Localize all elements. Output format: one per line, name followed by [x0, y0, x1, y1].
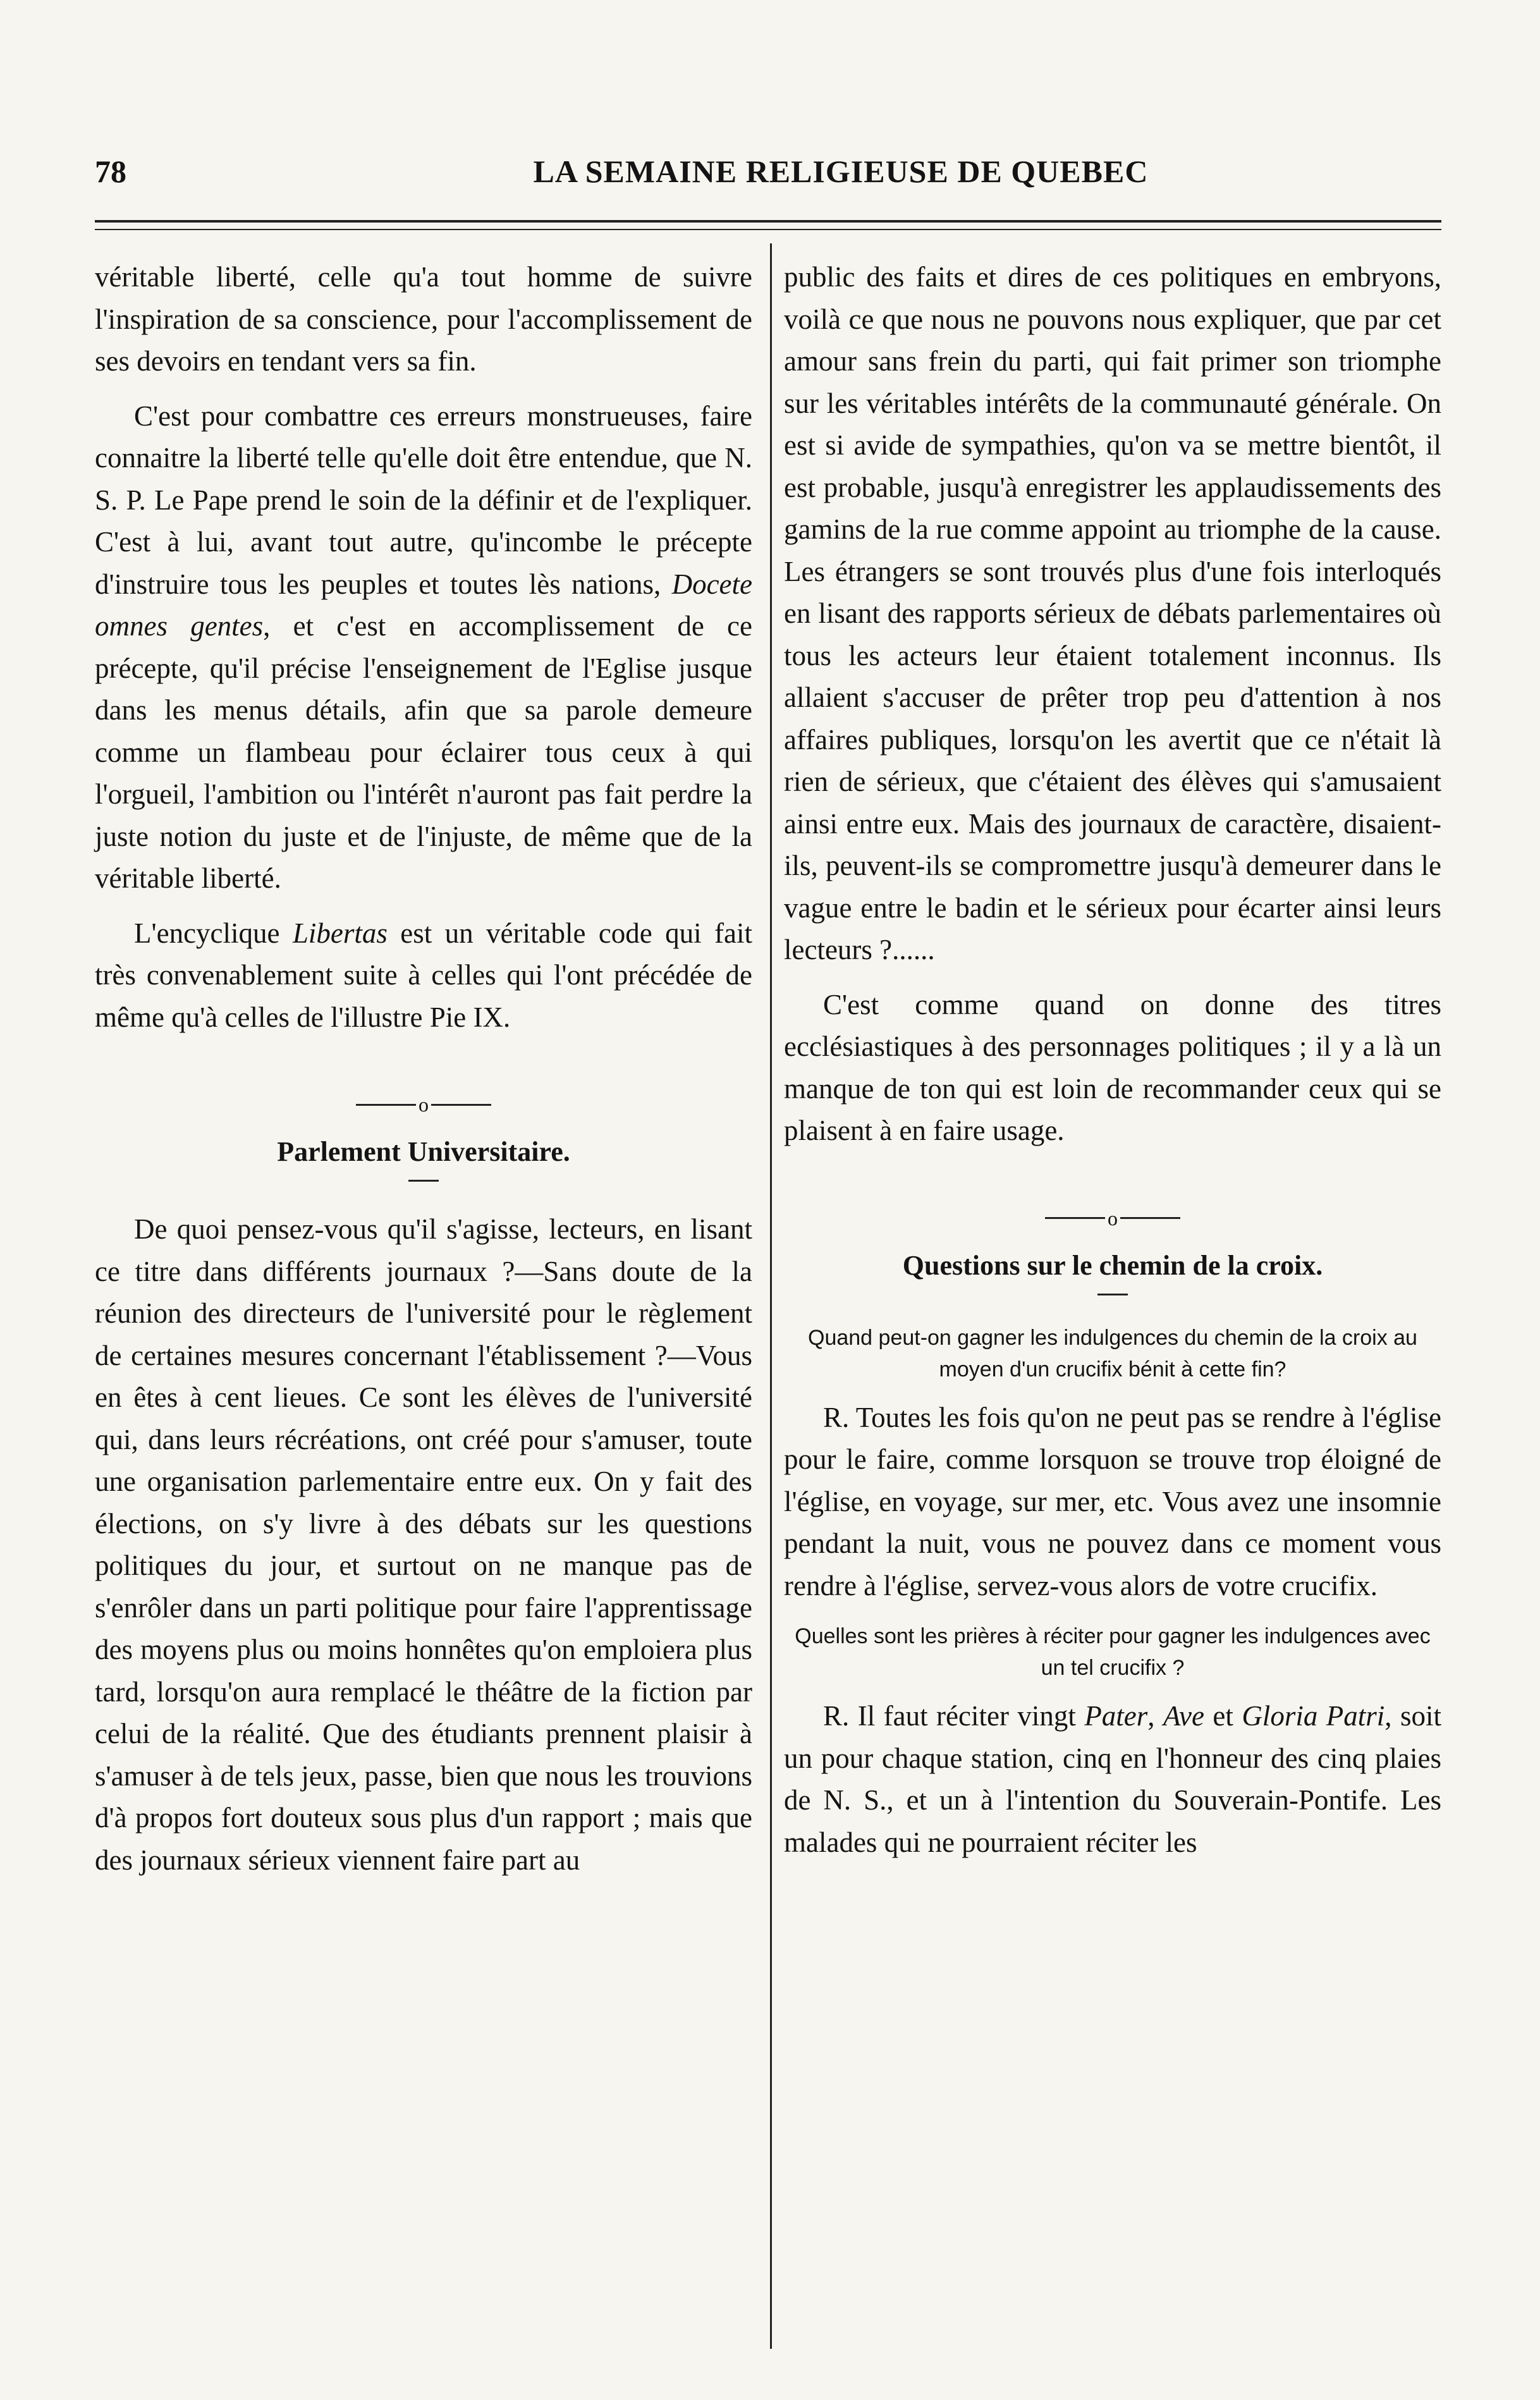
text-run: , et c'est en accomplissement de ce précepte, qu'il précise l'enseignement de l'Eglise jusque dans les menus détails, afin que sa parole demeure comme un flambeau pour éclairer tous ceux à qui l'orgueil, l'ambition ou l'intérêt n'auront pas fait perdre la juste notion du juste et de l'injuste, de même que de la véritable liberté.: [95, 610, 752, 894]
header-rule-thin: [95, 229, 1441, 230]
paragraph: [95, 395, 752, 900]
column-divider: [770, 243, 772, 2349]
text-run: R. Il faut réciter vingt: [823, 1700, 1085, 1732]
section-separator: [784, 1201, 1441, 1234]
page-number: 78: [95, 154, 126, 189]
separator-dash: [356, 1104, 416, 1106]
paragraph: [95, 912, 752, 1039]
separator-mark: o: [1108, 1206, 1118, 1230]
running-title: LA SEMAINE RELIGIEUSE DE QUEBEC: [533, 154, 1149, 189]
section-title: Questions sur le chemin de la croix.: [902, 1249, 1323, 1281]
prayer-name: Ave: [1163, 1700, 1204, 1732]
paragraph: De quoi pensez-vous qu'il s'agisse, lecteurs, en lisant ce titre dans différents journaux ?—Sans doute de la réunion des directeurs de l'université pour le règlement de certaines mesures concernant l'établissement ?—Vous en êtes à cent lieues. Ce sont les élèves de l'université qui, dans leurs récréations, ont créé pour s'amuser, toute une organisation parlementaire entre eux. On y fait des élections, on s'y livre à des débats sur les questions politiques du jour, et surtout on ne manque pas de s'enrôler dans un parti politique pour faire l'apprentissage des moyens plus ou moins honnêtes qu'on emploiera plus tard, lorsqu'on aura remplacé le théâtre de la fiction par celui de la réalité. Que des étudiants prennent plaisir à s'amuser à de tels jeux, passe, bien que nous les trouvions d'à propos fort douteux sous plus d'un rapport ; mais que des journaux sérieux viennent faire part au: [95, 1213, 752, 1876]
text-run: est un véritable code qui fait très convenablement suite à celles qui l'ont précédée de même qu'à celles de l'illustre Pie IX.: [95, 917, 752, 1033]
separator-dash: [431, 1104, 491, 1106]
paragraph: véritable liberté, celle qu'a tout homme de suivre l'inspiration de sa conscience, pour l'accomplissement de ses devoirs en tendant vers sa fin.: [95, 261, 752, 377]
page-header: [95, 153, 1441, 197]
text-run: et: [1204, 1700, 1242, 1732]
answer: R. Toutes les fois qu'on ne peut pas se rendre à l'église pour le faire, comme lorsquon se trouve trop éloigné de l'église, en voyage, sur mer, etc. Vous avez une insomnie pendant la nuit, vous ne pouvez dans ce moment vous rendre à l'église, servez-vous alors de votre crucifix.: [784, 1401, 1441, 1601]
paragraph: C'est comme quand on donne des titres ecclésiastiques à des personnages politiques ; il y a là un manque de ton qui est loin de recommander ceux qui se plaisent à en faire usage.: [784, 988, 1441, 1146]
text-run: L'encyclique: [134, 917, 293, 949]
prayer-name: Pater: [1084, 1700, 1148, 1732]
prayer-name: Gloria Patri: [1242, 1700, 1385, 1732]
title-rule: [408, 1180, 439, 1182]
latin-phrase: Docete omnes gentes: [95, 568, 752, 642]
separator-dash: [1045, 1217, 1105, 1219]
separator-mark: o: [419, 1093, 429, 1117]
title-rule: [1097, 1294, 1128, 1295]
text-run: , soit un pour chaque station, cinq en l'honneur des cinq plaies de N. S., et un à l'intention du Souverain-Pontife. Les malades qui ne pourraient réciter les: [784, 1700, 1441, 1858]
section-title: Parlement Universitaire.: [277, 1136, 570, 1168]
paragraph: public des faits et dires de ces politiques en embryons, voilà ce que nous ne pouvons nous expliquer, que par cet amour sans frein du parti, qui fait primer son triomphe sur les véritables intérêts de la communauté générale. On est si avide de sympathies, qu'on va se mettre bientôt, il est probable, jusqu'à enregistrer les applaudissements des gamins de la rue comme appoint au triomphe de la cause. Les étrangers se sont trouvés plus d'une fois interloqués en lisant des rapports sérieux de débats parlementaires où tous les acteurs leur étaient totalement inconnus. Ils allaient s'accuser de prêter trop peu d'attention à nos affaires publiques, lorsqu'on les avertit que ce n'était là rien de sérieux, que c'étaient des élèves qui s'amusaient ainsi entre eux. Mais des journaux de caractère, disaient-ils, peuvent-ils se compromettre jusqu'à demeurer dans le vague entre le badin et le sérieux pour écarter ainsi leurs lecteurs ?......: [784, 261, 1441, 965]
separator-dash: [1120, 1217, 1180, 1219]
text-run: C'est pour combattre ces erreurs monstrueuses, faire connaitre la liberté telle qu'elle doit être entendue, que N. S. P. Le Pape prend le soin de la définir et de l'expliquer. C'est à lui, avant tout autre, qu'incombe le précepte d'instruire tous les peuples et toutes lès nations,: [95, 400, 752, 600]
header-rule: [95, 220, 1441, 223]
left-column: [95, 256, 752, 1881]
question: Quand peut-on gagner les indulgences du chemin de la croix au moyen d'un crucifix bénit à cette fin?: [808, 1325, 1417, 1381]
text-run: ,: [1147, 1700, 1163, 1732]
encyclical-title: Libertas: [292, 917, 388, 949]
answer: [784, 1695, 1441, 1863]
right-column: [784, 256, 1441, 1863]
section-separator: [95, 1087, 752, 1120]
question: Quelles sont les prières à réciter pour gagner les indulgences avec un tel crucifix ?: [795, 1624, 1431, 1681]
